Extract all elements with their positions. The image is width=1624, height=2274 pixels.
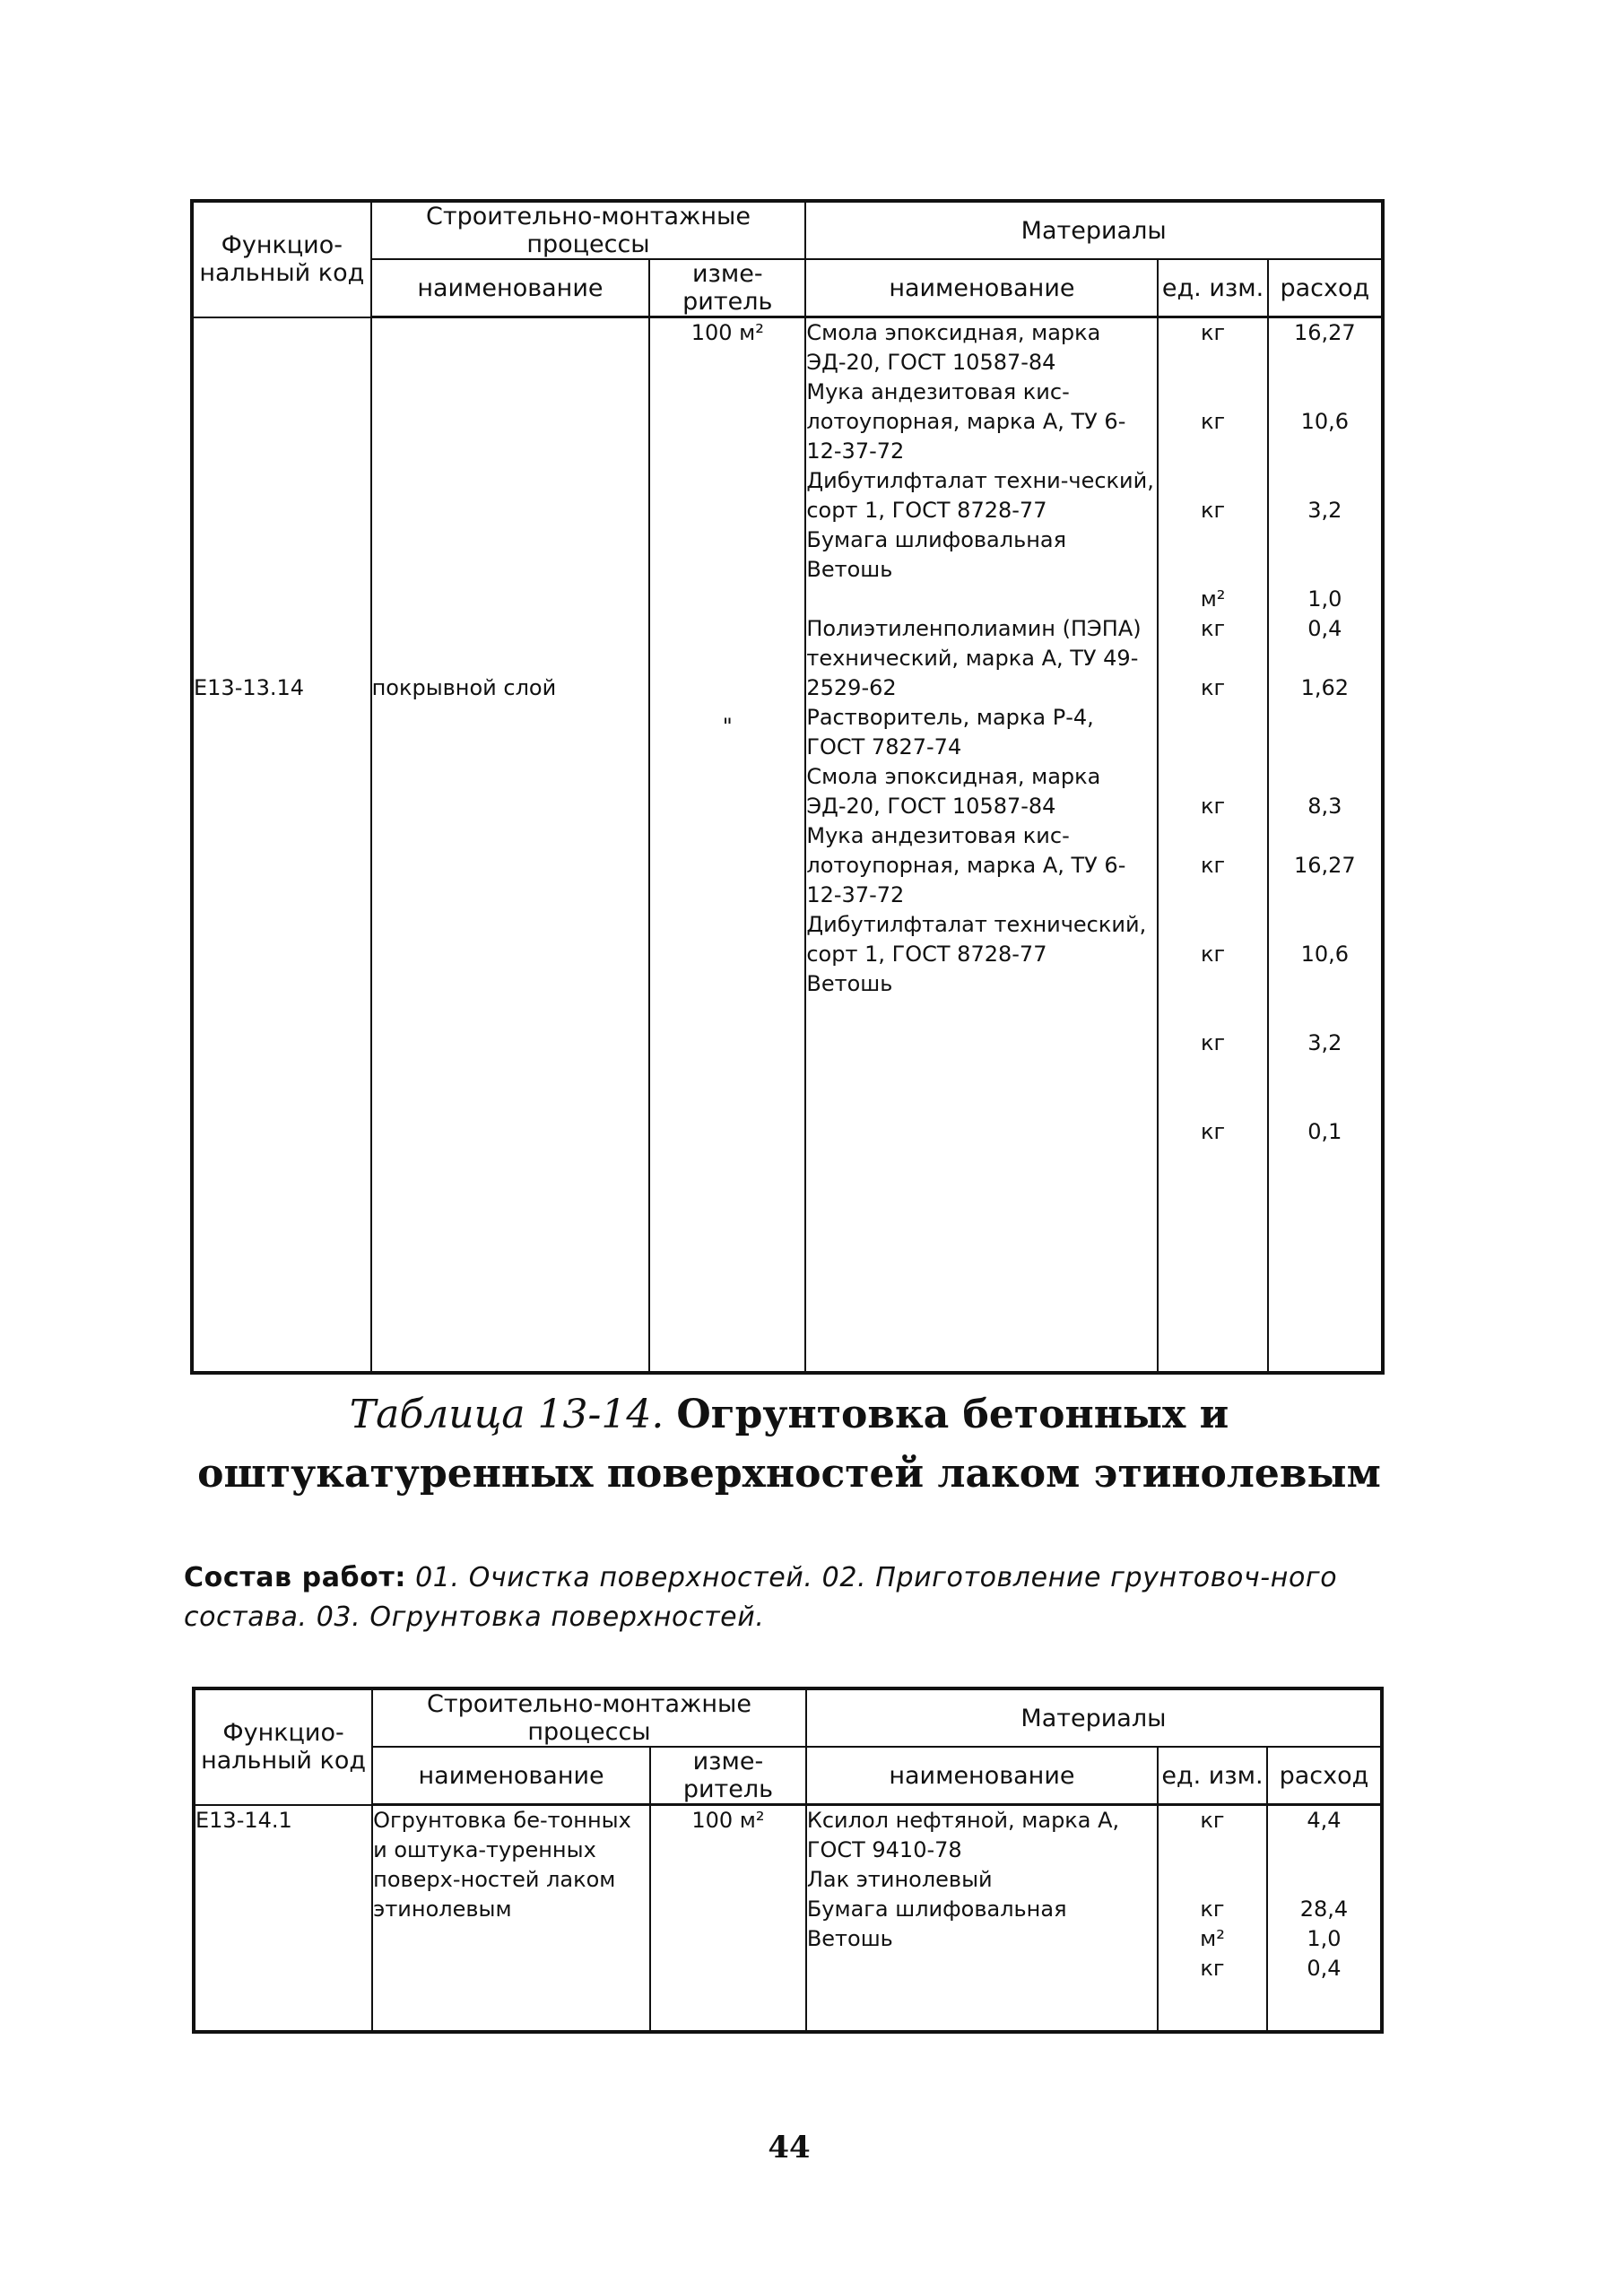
material-name: Лак этинолевый	[806, 1867, 993, 1892]
materials-uom-cell	[1158, 1805, 1267, 2033]
material-name: Ксилол нефтяной, марка А, ГОСТ 9410-78	[806, 1808, 1120, 1862]
material-uom: кг	[1201, 853, 1226, 878]
material-name: Мука андезитовая кис-лотоупорная, марка А, ТУ 6-12-37-72	[806, 379, 1126, 464]
header-proc-unit: изме-ритель	[649, 259, 805, 317]
header-mat-name: наименование	[805, 259, 1158, 317]
header-mat-qty: расход	[1267, 1747, 1382, 1805]
material-uom: кг	[1201, 1030, 1226, 1055]
process-name: Огрунтовка бе-тонных и оштука-туренных поверх-ностей лаком этинолевым	[373, 1808, 631, 1922]
material-name: Бумага шлифовальная	[806, 527, 1067, 552]
material-qty: 10,6	[1300, 942, 1350, 967]
header-processes: Строительно-монтажные процессы	[371, 201, 806, 259]
material-name: Полиэтиленполиамин (ПЭПА) технический, марка А, ТУ 49-2529-62	[806, 616, 1142, 700]
material-qty: 1,62	[1300, 675, 1350, 700]
material-name: Мука андезитовая кис-лотоупорная, марка А, ТУ 6-12-37-72	[806, 823, 1126, 907]
material-name: Растворитель, марка Р-4, ГОСТ 7827-74	[806, 705, 1094, 759]
material-uom: кг	[1201, 1119, 1226, 1144]
material-name: Дибутилфталат техни-ческий, сорт 1, ГОСТ 8728-77	[806, 468, 1154, 523]
material-uom: м²	[1200, 586, 1226, 612]
code-cell	[194, 1805, 372, 2033]
material-qty: 3,2	[1307, 498, 1342, 523]
material-qty: 0,1	[1307, 1119, 1342, 1144]
material-qty: 10,6	[1300, 409, 1350, 434]
work-composition-text: 01. Очистка поверхностей. 02. Приготовление грунтовоч-ного состава. 03. Огрунтовка поверхностей.	[184, 1562, 1338, 1633]
material-name: Ветошь	[806, 1926, 893, 1951]
header-processes: Строительно-монтажные процессы	[372, 1688, 806, 1747]
material-uom: кг	[1201, 794, 1226, 819]
material-uom: кг	[1201, 616, 1226, 641]
process-cell	[372, 1805, 650, 2033]
page-number: 44	[768, 2130, 811, 2166]
table-number: Таблица 13-14.	[349, 1392, 664, 1437]
material-name: Ветошь	[806, 971, 893, 996]
header-proc-name: наименование	[372, 1747, 650, 1805]
material-name: Ветошь	[806, 557, 893, 582]
header-mat-uom: ед. изм.	[1158, 1747, 1267, 1805]
process-cell	[371, 317, 650, 1374]
material-uom: кг	[1201, 320, 1226, 345]
table-row	[192, 317, 1383, 1374]
process-name: покрывной слой	[371, 675, 557, 700]
material-name: Дибутилфталат технический, сорт 1, ГОСТ 8728-77	[806, 912, 1147, 967]
material-name: Бумага шлифовальная	[806, 1896, 1067, 1922]
material-qty: 3,2	[1307, 1030, 1342, 1055]
material-uom: м²	[1200, 1926, 1225, 1951]
work-composition	[184, 1558, 1412, 1637]
header-materials: Материалы	[806, 1688, 1382, 1747]
material-name: Смола эпоксидная, марка ЭД-20, ГОСТ 10587-84	[806, 320, 1101, 375]
material-uom: кг	[1200, 1808, 1225, 1833]
ditto-mark: "	[722, 714, 733, 739]
material-qty: 16,27	[1293, 853, 1356, 878]
header-materials: Материалы	[805, 201, 1383, 259]
materials-qty-cell	[1267, 1805, 1382, 2033]
table-title: Огрунтовка бетонных и оштукатуренных поверхностей лаком этинолевым	[197, 1392, 1381, 1497]
header-mat-name: наименование	[806, 1747, 1158, 1805]
header-proc-name: наименование	[371, 259, 650, 317]
material-qty: 1,0	[1307, 586, 1342, 612]
header-func-code: Функцио-нальный код	[194, 1688, 372, 1805]
material-uom: кг	[1201, 498, 1226, 523]
work-composition-label: Состав работ:	[184, 1562, 406, 1593]
norm-table-13-13	[190, 199, 1385, 1375]
material-name: Смола эпоксидная, марка ЭД-20, ГОСТ 10587-84	[806, 764, 1101, 819]
table-row	[194, 1805, 1382, 2033]
materials-name-cell	[805, 317, 1158, 1374]
material-uom: кг	[1201, 942, 1226, 967]
materials-qty-cell	[1268, 317, 1383, 1374]
material-uom: кг	[1200, 1956, 1225, 1981]
material-uom: кг	[1201, 409, 1226, 434]
process-unit: 100 м²	[691, 1808, 765, 1833]
header-mat-qty: расход	[1268, 259, 1383, 317]
unit-cell	[650, 1805, 806, 2033]
materials-name-cell	[806, 1805, 1158, 2033]
material-qty: 28,4	[1299, 1896, 1349, 1922]
header-proc-unit: изме-ритель	[650, 1747, 806, 1805]
material-qty: 8,3	[1307, 794, 1342, 819]
table-caption	[179, 1385, 1399, 1504]
code-cell	[192, 317, 371, 1374]
material-qty: 0,4	[1307, 616, 1342, 641]
material-uom: кг	[1201, 675, 1226, 700]
material-qty: 1,0	[1307, 1926, 1342, 1951]
materials-uom-cell	[1158, 317, 1267, 1374]
unit-cell	[649, 317, 805, 1374]
material-uom: кг	[1200, 1896, 1225, 1922]
norm-table-13-14	[192, 1687, 1384, 2034]
material-qty: 0,4	[1307, 1956, 1342, 1981]
process-unit: 100 м²	[690, 320, 764, 345]
material-qty: 16,27	[1293, 320, 1356, 345]
functional-code: Е13-13.14	[194, 674, 305, 700]
material-qty: 4,4	[1307, 1808, 1342, 1833]
functional-code: Е13-14.1	[195, 1807, 292, 1833]
header-mat-uom: ед. изм.	[1158, 259, 1267, 317]
header-func-code: Функцио-нальный код	[192, 201, 371, 317]
